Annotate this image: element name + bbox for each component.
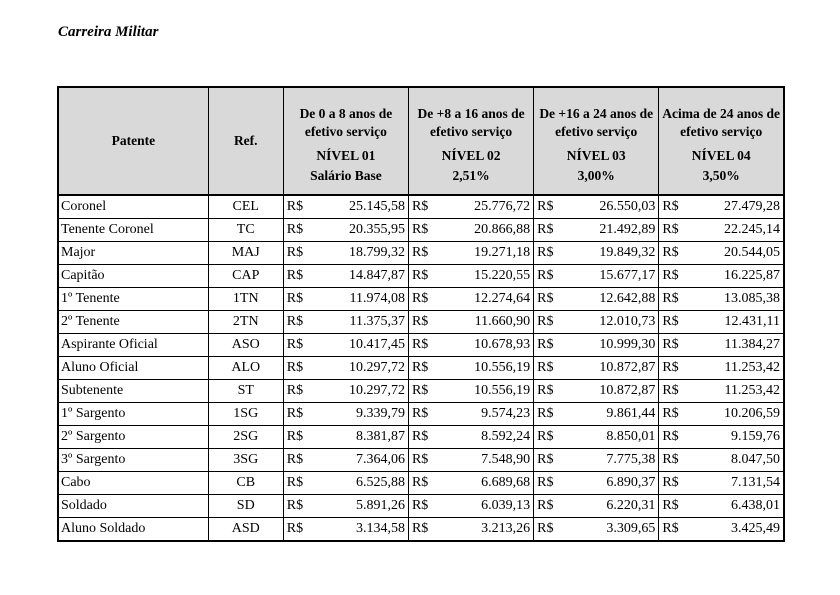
salary-amount: 8.381,87 xyxy=(355,429,405,444)
salary-amount: 22.245,14 xyxy=(724,222,780,237)
cell-patente: Capitão xyxy=(58,265,208,288)
cell-patente: Aluno Soldado xyxy=(58,518,208,542)
cell-patente: Aluno Oficial xyxy=(58,357,208,380)
cell-salary xyxy=(408,449,533,472)
cell-patente: 3º Sargento xyxy=(58,449,208,472)
cell-salary xyxy=(283,242,408,265)
cell-salary xyxy=(283,195,408,219)
salary-amount: 10.999,30 xyxy=(599,337,656,352)
cell-salary xyxy=(283,495,408,518)
header-level-2 xyxy=(408,87,533,195)
header-level-3 xyxy=(534,87,659,195)
table-row xyxy=(58,265,784,288)
currency-symbol: R$ xyxy=(662,337,679,352)
currency-symbol: R$ xyxy=(411,452,429,467)
currency-symbol: R$ xyxy=(286,521,304,536)
salary-amount: 10.297,72 xyxy=(348,360,405,375)
salary-amount: 16.225,87 xyxy=(724,268,780,283)
cell-ref: 2SG xyxy=(208,426,283,449)
cell-salary xyxy=(534,380,659,403)
header-level-name: NÍVEL 04 xyxy=(691,148,751,163)
cell-salary xyxy=(408,311,533,334)
salary-amount: 3.425,49 xyxy=(731,521,780,536)
salary-amount: 11.384,27 xyxy=(724,337,780,352)
salary-amount: 11.253,42 xyxy=(724,360,780,375)
salary-amount: 7.131,54 xyxy=(731,475,780,490)
currency-symbol: R$ xyxy=(286,245,304,260)
header-ref: Ref. xyxy=(208,87,283,195)
header-level-pct: Salário Base xyxy=(310,168,382,183)
salary-amount: 8.047,50 xyxy=(731,452,780,467)
cell-salary xyxy=(408,403,533,426)
table-row xyxy=(58,288,784,311)
currency-symbol: R$ xyxy=(537,199,554,214)
salary-amount: 10.556,19 xyxy=(474,383,531,398)
salary-amount: 27.479,28 xyxy=(724,199,780,214)
header-level-pct: 2,51% xyxy=(452,168,490,183)
salary-amount: 19.849,32 xyxy=(599,245,656,260)
salary-amount: 6.689,68 xyxy=(481,475,531,490)
header-level-4 xyxy=(659,87,784,195)
cell-salary xyxy=(534,334,659,357)
salary-amount: 25.145,58 xyxy=(348,199,405,214)
table-row xyxy=(58,472,784,495)
currency-symbol: R$ xyxy=(662,245,679,260)
cell-salary xyxy=(283,311,408,334)
salary-amount: 10.556,19 xyxy=(474,360,531,375)
cell-salary xyxy=(659,334,784,357)
salary-amount: 10.417,45 xyxy=(348,337,405,352)
currency-symbol: R$ xyxy=(537,429,554,444)
salary-amount: 7.548,90 xyxy=(481,452,531,467)
header-level-years: Acima de 24 anos de efetivo serviço xyxy=(662,106,781,139)
currency-symbol: R$ xyxy=(411,360,429,375)
cell-ref: 3SG xyxy=(208,449,283,472)
table-body xyxy=(58,195,784,541)
cell-salary xyxy=(408,265,533,288)
currency-symbol: R$ xyxy=(662,521,679,536)
salary-amount: 15.677,17 xyxy=(599,268,656,283)
cell-salary xyxy=(283,403,408,426)
currency-symbol: R$ xyxy=(286,429,304,444)
cell-salary xyxy=(659,449,784,472)
currency-symbol: R$ xyxy=(662,406,679,421)
cell-salary xyxy=(659,219,784,242)
salary-amount: 10.872,87 xyxy=(599,383,656,398)
header-level-years: De 0 a 8 anos de efetivo serviço xyxy=(299,106,393,139)
salary-amount: 11.974,08 xyxy=(349,291,405,306)
cell-ref: CB xyxy=(208,472,283,495)
table-row xyxy=(58,403,784,426)
cell-salary xyxy=(408,380,533,403)
cell-salary xyxy=(534,242,659,265)
currency-symbol: R$ xyxy=(286,383,304,398)
salary-amount: 13.085,38 xyxy=(724,291,780,306)
currency-symbol: R$ xyxy=(286,498,304,513)
salary-amount: 6.438,01 xyxy=(731,498,780,513)
cell-ref: ASO xyxy=(208,334,283,357)
currency-symbol: R$ xyxy=(662,360,679,375)
cell-salary xyxy=(534,518,659,542)
currency-symbol: R$ xyxy=(411,199,429,214)
header-level-years: De +8 a 16 anos de efetivo serviço xyxy=(417,106,525,139)
salary-amount: 3.134,58 xyxy=(355,521,405,536)
cell-salary xyxy=(659,472,784,495)
salary-amount: 9.574,23 xyxy=(481,406,531,421)
cell-salary xyxy=(534,449,659,472)
salary-amount: 5.891,26 xyxy=(355,498,405,513)
table-row xyxy=(58,242,784,265)
currency-symbol: R$ xyxy=(662,222,679,237)
cell-salary xyxy=(659,311,784,334)
cell-salary xyxy=(659,288,784,311)
currency-symbol: R$ xyxy=(662,429,679,444)
salary-amount: 20.355,95 xyxy=(348,222,405,237)
cell-salary xyxy=(659,495,784,518)
salary-amount: 12.431,11 xyxy=(724,314,780,329)
salary-amount: 10.872,87 xyxy=(599,360,656,375)
cell-salary xyxy=(283,426,408,449)
cell-patente: 1º Sargento xyxy=(58,403,208,426)
cell-salary xyxy=(534,288,659,311)
cell-patente: 2º Sargento xyxy=(58,426,208,449)
currency-symbol: R$ xyxy=(537,222,554,237)
cell-salary xyxy=(659,518,784,542)
salary-amount: 25.776,72 xyxy=(474,199,531,214)
currency-symbol: R$ xyxy=(411,521,429,536)
cell-salary xyxy=(408,334,533,357)
salary-amount: 10.678,93 xyxy=(474,337,531,352)
salary-amount: 20.866,88 xyxy=(474,222,531,237)
cell-salary xyxy=(283,357,408,380)
salary-amount: 10.297,72 xyxy=(348,383,405,398)
cell-salary xyxy=(534,495,659,518)
cell-patente: Cabo xyxy=(58,472,208,495)
table-row xyxy=(58,311,784,334)
salary-amount: 11.375,37 xyxy=(349,314,405,329)
cell-patente: Coronel xyxy=(58,195,208,219)
cell-salary xyxy=(408,426,533,449)
currency-symbol: R$ xyxy=(537,268,554,283)
salary-amount: 12.642,88 xyxy=(599,291,656,306)
table-row xyxy=(58,426,784,449)
currency-symbol: R$ xyxy=(411,222,429,237)
currency-symbol: R$ xyxy=(411,268,429,283)
cell-salary xyxy=(408,288,533,311)
currency-symbol: R$ xyxy=(662,199,679,214)
cell-salary xyxy=(534,426,659,449)
salary-amount: 6.890,37 xyxy=(606,475,656,490)
salary-amount: 9.861,44 xyxy=(606,406,656,421)
cell-salary xyxy=(283,288,408,311)
cell-patente: Soldado xyxy=(58,495,208,518)
currency-symbol: R$ xyxy=(411,383,429,398)
salary-amount: 15.220,55 xyxy=(474,268,531,283)
salary-amount: 12.010,73 xyxy=(599,314,656,329)
cell-salary xyxy=(534,472,659,495)
cell-salary xyxy=(659,426,784,449)
cell-salary xyxy=(659,357,784,380)
currency-symbol: R$ xyxy=(662,291,679,306)
currency-symbol: R$ xyxy=(537,383,554,398)
currency-symbol: R$ xyxy=(537,314,554,329)
currency-symbol: R$ xyxy=(411,406,429,421)
cell-patente: 1º Tenente xyxy=(58,288,208,311)
header-level-name: NÍVEL 02 xyxy=(441,148,501,163)
currency-symbol: R$ xyxy=(537,521,554,536)
cell-ref: 2TN xyxy=(208,311,283,334)
currency-symbol: R$ xyxy=(286,291,304,306)
cell-ref: 1TN xyxy=(208,288,283,311)
salary-amount: 12.274,64 xyxy=(474,291,531,306)
cell-salary xyxy=(534,219,659,242)
currency-symbol: R$ xyxy=(537,406,554,421)
currency-symbol: R$ xyxy=(411,337,429,352)
cell-salary xyxy=(534,357,659,380)
currency-symbol: R$ xyxy=(411,314,429,329)
currency-symbol: R$ xyxy=(286,199,304,214)
currency-symbol: R$ xyxy=(662,452,679,467)
salary-amount: 6.525,88 xyxy=(355,475,405,490)
currency-symbol: R$ xyxy=(662,314,679,329)
cell-ref: 1SG xyxy=(208,403,283,426)
salary-amount: 11.253,42 xyxy=(724,383,780,398)
cell-patente: Aspirante Oficial xyxy=(58,334,208,357)
currency-symbol: R$ xyxy=(286,314,304,329)
salary-amount: 26.550,03 xyxy=(599,199,656,214)
cell-salary xyxy=(283,380,408,403)
cell-salary xyxy=(659,380,784,403)
cell-ref: ASD xyxy=(208,518,283,542)
cell-salary xyxy=(534,265,659,288)
cell-salary xyxy=(408,518,533,542)
currency-symbol: R$ xyxy=(537,452,554,467)
cell-salary xyxy=(408,219,533,242)
cell-salary xyxy=(659,242,784,265)
table-row xyxy=(58,357,784,380)
currency-symbol: R$ xyxy=(662,475,679,490)
cell-salary xyxy=(659,195,784,219)
currency-symbol: R$ xyxy=(411,291,429,306)
salary-amount: 7.775,38 xyxy=(606,452,656,467)
currency-symbol: R$ xyxy=(286,475,304,490)
currency-symbol: R$ xyxy=(662,498,679,513)
salary-amount: 3.213,26 xyxy=(481,521,531,536)
table-row xyxy=(58,518,784,542)
currency-symbol: R$ xyxy=(662,268,679,283)
salary-amount: 8.592,24 xyxy=(481,429,531,444)
cell-ref: CEL xyxy=(208,195,283,219)
salary-amount: 10.206,59 xyxy=(724,406,780,421)
currency-symbol: R$ xyxy=(411,429,429,444)
currency-symbol: R$ xyxy=(286,268,304,283)
salary-amount: 7.364,06 xyxy=(355,452,405,467)
cell-ref: ALO xyxy=(208,357,283,380)
salary-amount: 19.271,18 xyxy=(474,245,531,260)
cell-salary xyxy=(283,518,408,542)
currency-symbol: R$ xyxy=(411,475,429,490)
cell-ref: TC xyxy=(208,219,283,242)
cell-salary xyxy=(408,472,533,495)
cell-salary xyxy=(283,219,408,242)
salary-amount: 21.492,89 xyxy=(599,222,656,237)
table-row xyxy=(58,449,784,472)
salary-amount: 11.660,90 xyxy=(474,314,531,329)
cell-patente: Tenente Coronel xyxy=(58,219,208,242)
cell-salary xyxy=(283,472,408,495)
header-level-1 xyxy=(283,87,408,195)
cell-ref: CAP xyxy=(208,265,283,288)
salary-amount: 6.039,13 xyxy=(481,498,531,513)
currency-symbol: R$ xyxy=(662,383,679,398)
document-title: Carreira Militar xyxy=(58,24,159,40)
currency-symbol: R$ xyxy=(537,337,554,352)
cell-salary xyxy=(408,195,533,219)
currency-symbol: R$ xyxy=(286,337,304,352)
table-row xyxy=(58,195,784,219)
cell-patente: Major xyxy=(58,242,208,265)
salary-amount: 6.220,31 xyxy=(606,498,656,513)
currency-symbol: R$ xyxy=(286,222,304,237)
table-header xyxy=(58,87,784,195)
salary-amount: 18.799,32 xyxy=(348,245,405,260)
cell-patente: Subtenente xyxy=(58,380,208,403)
cell-ref: ST xyxy=(208,380,283,403)
cell-salary xyxy=(408,242,533,265)
currency-symbol: R$ xyxy=(537,360,554,375)
salary-amount: 3.309,65 xyxy=(606,521,656,536)
cell-salary xyxy=(283,449,408,472)
cell-salary xyxy=(534,195,659,219)
table-row xyxy=(58,380,784,403)
header-level-pct: 3,50% xyxy=(702,168,740,183)
salary-amount: 14.847,87 xyxy=(348,268,405,283)
header-level-name: NÍVEL 03 xyxy=(566,148,626,163)
currency-symbol: R$ xyxy=(537,475,554,490)
cell-salary xyxy=(408,495,533,518)
header-level-years: De +16 a 24 anos de efetivo serviço xyxy=(539,106,654,139)
currency-symbol: R$ xyxy=(411,498,429,513)
cell-salary xyxy=(283,334,408,357)
currency-symbol: R$ xyxy=(537,498,554,513)
cell-ref: MAJ xyxy=(208,242,283,265)
currency-symbol: R$ xyxy=(537,245,554,260)
table-row xyxy=(58,334,784,357)
table-row xyxy=(58,219,784,242)
header-level-name: NÍVEL 01 xyxy=(316,148,376,163)
salary-amount: 9.339,79 xyxy=(355,406,405,421)
header-patente: Patente xyxy=(58,87,208,195)
salary-amount: 20.544,05 xyxy=(724,245,780,260)
cell-salary xyxy=(659,265,784,288)
currency-symbol: R$ xyxy=(411,245,429,260)
currency-symbol: R$ xyxy=(286,360,304,375)
salary-amount: 9.159,76 xyxy=(731,429,780,444)
currency-symbol: R$ xyxy=(537,291,554,306)
header-level-pct: 3,00% xyxy=(577,168,615,183)
cell-salary xyxy=(659,403,784,426)
cell-salary xyxy=(408,357,533,380)
cell-ref: SD xyxy=(208,495,283,518)
salary-table xyxy=(57,86,785,542)
salary-amount: 8.850,01 xyxy=(606,429,656,444)
cell-salary xyxy=(534,403,659,426)
table-row xyxy=(58,495,784,518)
currency-symbol: R$ xyxy=(286,452,304,467)
cell-salary xyxy=(534,311,659,334)
currency-symbol: R$ xyxy=(286,406,304,421)
cell-salary xyxy=(283,265,408,288)
cell-patente: 2º Tenente xyxy=(58,311,208,334)
